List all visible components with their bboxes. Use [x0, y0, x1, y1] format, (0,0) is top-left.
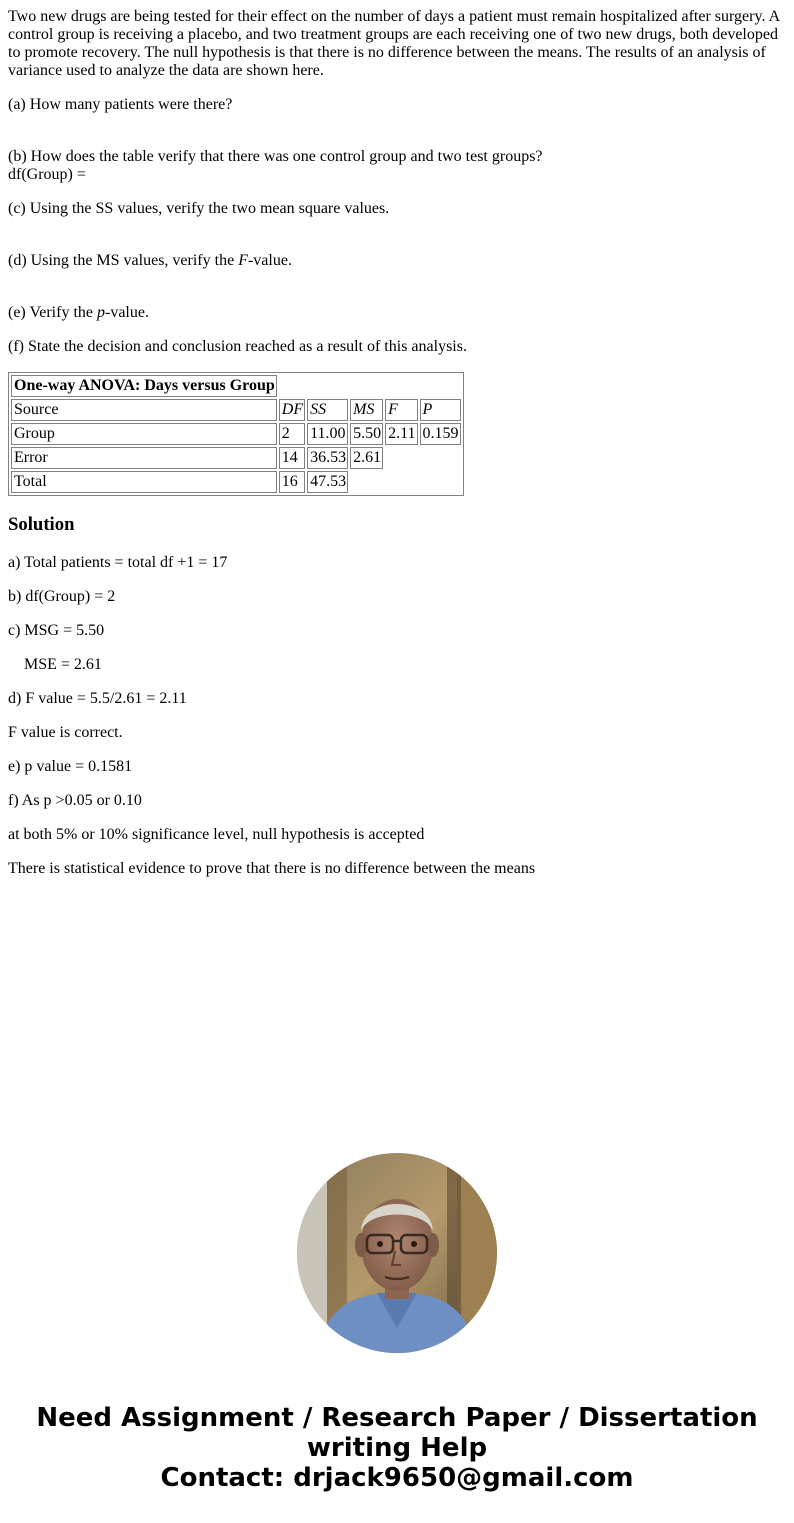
tutor-avatar: [297, 1153, 497, 1353]
cell-source: Group: [11, 423, 277, 445]
cell-source: Error: [11, 447, 277, 469]
header-p: P: [420, 399, 461, 421]
table-row-error: [11, 447, 461, 469]
solution-line: MSE = 2.61: [24, 656, 102, 673]
solution-line: b) df(Group) = 2: [8, 588, 116, 605]
solution-line: e) p value = 0.1581: [8, 758, 133, 775]
cell-ms: 5.50: [350, 423, 383, 445]
anova-table: [8, 372, 464, 496]
solution-line: a) Total patients = total df +1 = 17: [8, 554, 228, 571]
question-e-suffix: -value.: [105, 304, 149, 321]
cell-ss: 11.00: [307, 423, 348, 445]
cell-source: Total: [11, 471, 277, 493]
anova-title: One-way ANOVA: Days versus Group: [11, 375, 277, 397]
anova-title-row: [11, 375, 461, 397]
promo-line: writing Help: [306, 1433, 488, 1463]
solution-line: at both 5% or 10% significance level, null hypothesis is accepted: [8, 826, 425, 843]
question-e: [8, 304, 786, 322]
question-c: (c) Using the SS values, verify the two mean square values.: [8, 200, 390, 217]
solution-line: F value is correct.: [8, 724, 123, 741]
cell-f: 2.11: [385, 423, 417, 445]
cell-p: 0.159: [420, 423, 461, 445]
question-d-text: (d) Using the MS values, verify the: [8, 252, 239, 269]
header-df: DF: [279, 399, 305, 421]
header-f: F: [385, 399, 417, 421]
solution-line: f) As p >0.05 or 0.10: [8, 792, 142, 809]
table-row-group: [11, 423, 461, 445]
question-f: (f) State the decision and conclusion reached as a result of this analysis.: [8, 338, 467, 355]
question-intro: Two new drugs are being tested for their effect on the number of days a patient must remain hospitalized after surgery. A control group is receiving a placebo, and two treatment groups are each receiving one of two new drugs, both developed to promote recovery. The null hypothesis is that there is no difference between the means. The results of an analysis of variance used to analyze the data are shown here.: [8, 8, 780, 79]
header-ss: SS: [307, 399, 348, 421]
header-ms: MS: [350, 399, 383, 421]
promo-banner: [0, 1403, 794, 1493]
solution-line: d) F value = 5.5/2.61 = 2.11: [8, 690, 187, 707]
solution-heading: Solution: [8, 514, 75, 535]
question-e-text: (e) Verify the: [8, 304, 97, 321]
cell-df: 2: [279, 423, 305, 445]
cell-ss: 47.53: [307, 471, 348, 493]
cell-df: 14: [279, 447, 305, 469]
question-d-suffix: -value.: [247, 252, 292, 269]
solution-line: c) MSG = 5.50: [8, 622, 105, 639]
cell-df: 16: [279, 471, 305, 493]
promo-contact: Contact: drjack9650@gmail.com: [160, 1463, 634, 1493]
cell-ss: 36.53: [307, 447, 348, 469]
question-b-answer-prompt: df(Group) =: [8, 166, 86, 183]
promo-line: Need Assignment / Research Paper / Dissertation: [36, 1403, 758, 1433]
question-d-variable: F: [238, 252, 248, 269]
anova-header-row: [11, 399, 461, 421]
question-b: (b) How does the table verify that there was one control group and two test groups?: [8, 148, 543, 165]
tutor-portrait: [297, 1153, 497, 1353]
question-b-block: [8, 148, 786, 184]
question-a: (a) How many patients were there?: [8, 96, 233, 113]
table-row-total: [11, 471, 461, 493]
cell-ms: 2.61: [350, 447, 383, 469]
header-source: Source: [11, 399, 277, 421]
question-d: [8, 252, 786, 270]
question-e-variable: p: [97, 304, 105, 321]
solution-line: There is statistical evidence to prove that there is no difference between the means: [8, 860, 536, 877]
